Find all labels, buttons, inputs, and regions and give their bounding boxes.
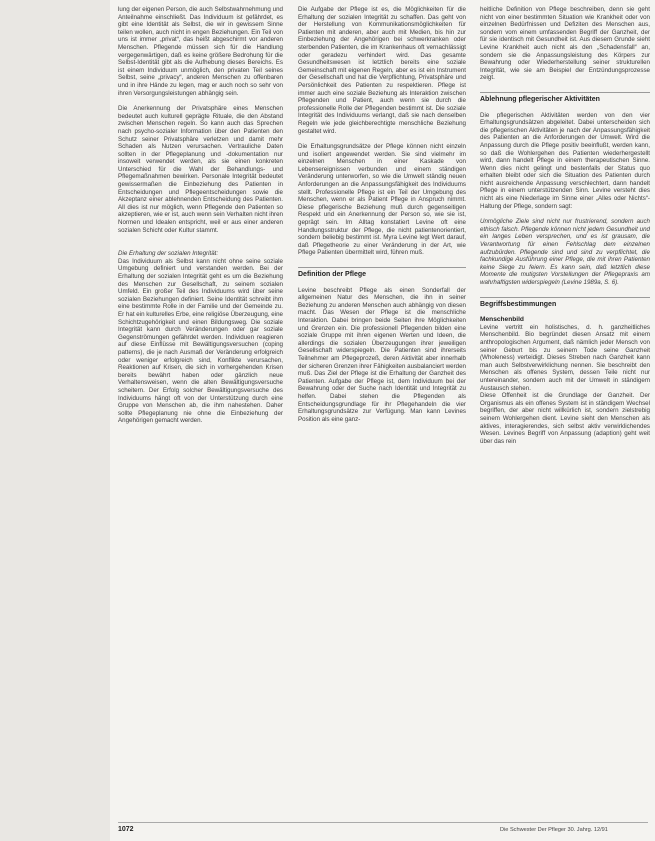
journal-footer: Die Schwester Der Pfleger 30. Jahrg. 12/91 [500, 827, 608, 833]
section-heading-definitions: Begriffsbestimmungen [480, 297, 650, 309]
subheading-menschenbild: Menschenbild [480, 316, 524, 324]
paragraph: Die pflegerischen Aktivitäten werden von den vier Erhaltungsgrundsätzen abgeleitet. Dabei unterscheiden sich die pflegerischen Aktivitäten je nach der Anpassungsfähigkeit des Patienten an die Anforderungen der Umwelt. Wird die Anpassung durch die Pflege positiv beeinflußt, werden kann, so daß die Wohlergehen des Patienten wiederhergestellt wird, dann handelt Pflege in einem therapeutischen Sinne. Wenn dies nicht gelingt und bestenfalls der Status quo erhalten bleibt oder sich die Situation des Patienten durch nicht ausreichende Anpassung verschlechtert, dann handelt Pflege in einem unterstützenden Sinn. Levine versteht dies nicht als eine Niederlage im Sinne einer „Alles oder Nichts“-Haltung der Pflege, sondern sagt: [480, 111, 650, 210]
column-2 [298, 6, 466, 831]
paragraph: Die Aufgabe der Pflege ist es, die Möglichkeiten für die Erhaltung der sozialen Integrität zu schaffen. Das geht von der Herstellung von Kommunikationsmöglichkeiten für Patienten mit anderen, aber auch mit Medien, bis hin zur Einbeziehung der Angehörigen bei schwerkranken oder sterbenden Patienten, die im Krankenhaus oft vernachlässigt oder geradezu verhindert wird. Das gesamte Gesundheitswesen ist letztlich bereits eine soziale Gemeinschaft mit eigenen Regeln, aber es ist ein Instrument der Gesellschaft und hat die Verpflichtung, Privatsphäre und Persönlichkeit des Patienten zu respektieren. Pflege ist immer auch eine soziale Beziehung als Interaktion zwischen Pflegenden und Patient, auch wenn sie durch die professionelle Rolle der Pflegenden bestimmt ist. Die soziale Integrität des Individuums verlangt, daß sie nach denselben Regeln wie jede gleichberechtigte menschliche Beziehung gestaltet wird. [298, 6, 466, 135]
paragraph: Das Individuum als Selbst kann nicht ohne seine soziale Umgebung definiert und verstanden werden. Bei der Erhaltung der sozialen Integrität geht es um die Beziehung des Menschen zur Gesellschaft, zu seinem sozialen Umfeld. Ein großer Teil des Individuums wird über seine sozialen Beziehungen definiert. Seine Identität schreibt ihm eine bestimmte Rolle in der Familie und der Gemeinde zu. Er hat ein kulturelles Erbe, eine religiöse Überzeugung, eine Schichtzugehörigkeit und einen Bildungsweg. Die soziale Integrität kann durch Veränderungen oder gar soziale Gegenströmungen gefährdet werden. Individuen reagieren auf diese Einflüsse mit Bewältigungsversuchen (coping patterns), die je nach Ausmaß der Veränderung erfolgreich oder weniger erfolgreich sind, Konflikte verursachen, Reaktionen auf Krisen, die sich in vorhergehenden Krisen bereits bewährt haben oder gänzlich neue Verhaltensweisen, wenn die alten Bewältigungsversuche scheitern. Der Erfolg solcher Bewältigungsversuche des Individuums hängt oft von der Unterstützung durch eine Gruppe von Menschen ab, die ihm nahestehen. Daher sollte Pflegeplanung nie ohne die Einbeziehung der Angehörigen gemacht werden. [118, 257, 283, 425]
footer-rule [118, 822, 648, 823]
paragraph: heitliche Definition von Pflege beschreiben, denn sie geht nicht von einer bestimmten Situation wie Krankheit oder von einzelnen Bedürfnissen und Defiziten des Menschen aus, sondern vom einem umfassenden Begriff der Ganzheit, der für sie identisch mit Gesundheit ist. Aus diesem Grunde sieht Levine Krankheit auch nicht als den „Schadensfall“ an, sondern sie die Anpassungsleistung des Körpers zur Bewahrung oder Wiederherstellung seiner strukturellen Integrität, wie sie am Beispiel der Entzündungsprozesse zeigt. [480, 6, 650, 82]
paragraph: lung der eigenen Person, die auch Selbstwahrnehmung und Anteilnahme einschließt. Das Individuum ist gefährdet, es gibt eine Identität als Selbst, die wir in gewissem Sinne teilen wollen, auch nicht in engen Beziehungen. Ein Teil von uns ist immer „privat“, das heißt abgeschirmt vor anderen Menschen. Pflegende müssen sich für die Handlung vergegenwärtigen, daß es keine größere Bedrohung für die Selbst-Identität gibt als die Aufhebung dieses Bereichs. Es ist einem Individuum unmöglich, den privaten Teil seines Selbst, seine „privacy“, anderen Menschen zu offenbaren und in ihre Hände zu legen, mag er auch noch so sehr von ihren Versorgungsleistungen abhängig sein. [118, 6, 283, 97]
paragraph: Levine vertritt ein holistisches, d. h. ganzheitliches Menschenbild. Bio begründet diesen Ansatz mit einem anthropologischen Argument, daß nämlich jeder Mensch von seiner Geburt bis zu seinem Tode seine Ganzheit (Wholeness) verteidigt. Dieses Streben nach Ganzheit kann man auch Selbstverwirklichung nennen. Sie beschreibt den Menschen als offenes System, dessen Teile nicht nur untereinander, sondern auch mit der Umwelt in ständigem Austausch stehen. [480, 323, 650, 392]
subheading-social-integrity: Die Erhaltung der sozialen Integrität: [118, 250, 219, 258]
column-1 [118, 6, 283, 831]
page-number: 1072 [118, 826, 134, 833]
section-heading-activities: Ablehnung pflegerischer Aktivitäten [480, 92, 650, 104]
paragraph: Diese Offenheit ist die Grundlage der Ganzheit. Der Organismus als ein offenes System ist in ständigem Wechsel begriffen, der aber nicht willkürlich ist, sondern zielstrebig seinem Wohlergehen dient. Levine sieht den Menschen als aktives, interagierendes, sich selbst aktiv verwirklichendes Wesen. Levines Begriff von Anpassung (adaption) geht weit über das rein [480, 392, 650, 445]
paragraph: Die Anerkennung der Privatsphäre eines Menschen bedeutet auch kulturell geprägte Rituale, die den Abstand zwischen Menschen regeln. So kann auch das Sprechen nach psycho-sozialer Information über den Patienten den Schutz seiner Privatsphäre verletzen und damit mehr Schaden als Nutzen verursachen. Vertrauliche Daten sollten in der Pflegeplanung und -dokumentation nur insoweit verwendet werden, als sie einen konkreten Unterschied für die Wahl der Behandlungs- und Pflegemaßnahmen bewirken. Personale Integrität bedeutet gewissermaßen die Einbeziehung des Patienten in Entscheidungen und Pflegeentscheidungen sowie die Akzeptanz einer ablehnenden Entscheidung des Patienten. All dies ist nur möglich, wenn Pflegende den Patienten so akzeptieren, wie er ist, auch wenn sein Verhalten nicht ihren Normen und Idealen entspricht, weil er aus einer anderen sozialen Schicht oder Kultur stammt. [118, 105, 283, 234]
section-heading-definition: Definition der Pflege [298, 267, 466, 279]
paragraph: Die Erhaltungsgrundsätze der Pflege können nicht einzeln und isoliert angewendet werden. Sie sind vielmehr im einzelnen Menschen in einer Kaskade von Lebensereignissen verbunden und einem ständigen Veränderung unterworfen, so wie die Umwelt ständig neuen Anforderungen an die Anpassungsfähigkeit des Individuums stellt. Professionelle Pflege ist ein Teil der Umgebung des Menschen, wenn er als Patient Pflege in Anspruch nimmt. Diese pflegerische Beziehung muß durch gegenseitigen Respekt und ein Anerkennung der Person so, wie sie ist, geprägt sein. Im Alltag konstatiert Levine oft eine Handlungsstruktur der Pflege, die nicht patientenorientiert, sondern beliebig bestimmt ist. Myra Levine legt Wert darauf, daß Pflegetheorie zu einer Veränderung in der Art, wie Pflege Patienten übermittelt wird, führen muß. [298, 143, 466, 257]
column-3 [480, 6, 650, 831]
paragraph: Levine beschreibt Pflege als einen Sonderfall der allgemeinen Natur des Menschen, die ihn in seiner Beziehung zu anderen Menschen auch abhängig von diesen macht. Das Wesen der Pflege ist die menschliche Interaktion. Dabei bringen beide Seiten ihre Möglichkeiten und Grenzen ein. Die professionell Pflegenden bilden eine soziale Gruppe mit ihren eigenen Werten und Ideen, die allerdings die sozialen Überzeugungen ihrer jeweiligen Gesellschaft widerspiegeln. Die Patienten sind ihrerseits Teilnehmer am Pflegeprozeß, deren Aktivität aber innerhalb der sicheren Grenzen ihrer Fähigkeiten ausbalanciert werden muß. Das Ziel der Pflege ist die Erhaltung der Ganzheit des Patienten. Aufgabe der Pflege ist, dem Individuum bei der Bewahrung oder der Suche nach Identität und Integrität zu helfen. Dabei stehen die Pflegenden als Entscheidungsgrundlage für ihr Pflegehandeln die vier Erhaltungsgrundsätze zur Verfügung. Man kann Levines Position als eine ganz- [298, 286, 466, 423]
quotation: Unmögliche Ziele sind nicht nur frustrierend, sondern auch ethisch falsch. Pflegende können nicht jedem Gesundheit und ein langes Leben versprechen, und es ist grausam, die Verantwortung für einen Fehlschlag dem einzelnen aufzubürden. Pflegende sind und sind zu verpflichtet, die fachkundige Ausführung einer Pflege, die mit ihren Patienten keine Siege zu feiern. Es kann sein, daß letztlich diese Momente die mutigsten Vorstellungen der Pflegepraxis am wahrhaftigsten widerspiegeln (Levine 1989a, S. 6). [480, 218, 650, 286]
